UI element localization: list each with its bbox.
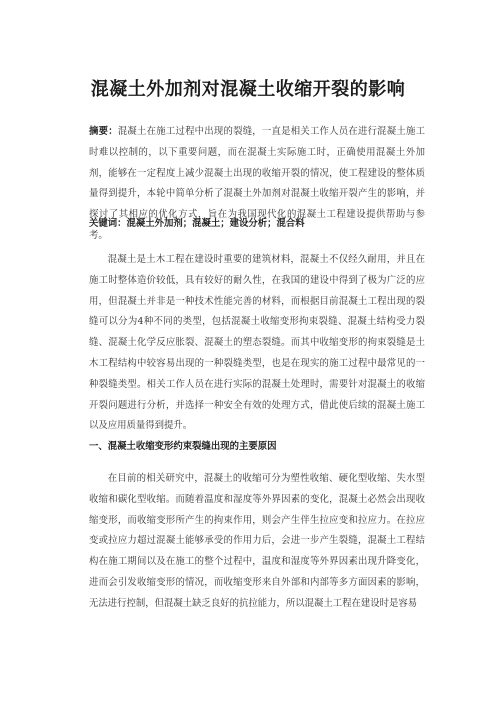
keywords-label: 关键词： xyxy=(89,218,127,229)
document-title: 混凝土外加剂对混凝土收缩开裂的影响 xyxy=(90,79,406,100)
intro-paragraph xyxy=(89,250,425,437)
keywords-section xyxy=(89,214,425,235)
keywords-text: 混凝土外加剂；混凝土；建设分析；混合料 xyxy=(126,218,305,229)
section-heading xyxy=(89,437,425,458)
section1-paragraph xyxy=(89,469,425,615)
intro-text: 混凝土是土木工程在建设时重要的建筑材料，混凝土不仅经久耐用，并且在施工时整体造价较低，具有较好的耐久性，在我国的建设中得到了极为广泛的应用，但混凝土并非是一种技术性能完善的材料，而根据目前混凝土工程出现的裂缝可以分为4种不同的类型，包括混凝土收缩变形拘束裂缝、混凝土结构受力裂缝、混凝土化学反应胀裂、混凝土的塑态裂缝。而其中收缩变形的拘束裂缝是土木工程结构中较容易出现的一种裂缝类型，也是在现实的施工过程中最常见的一种裂缝类型。相关工作人员在进行实际的混凝土处理时，需要针对混凝土的收缩开裂问题进行分析，并选择一种安全有效的处理方式，借此使后续的混凝土施工以及应用质量得到提升。 xyxy=(89,254,425,432)
section1-text: 在目前的相关研究中，混凝土的收缩可分为塑性收缩、硬化型收缩、失水型收缩和碳化型收缩。而随着温度和湿度等外界因素的变化，混凝土必然会出现收缩变形，而收缩变形所产生的拘束作用，则会产生伴生拉应变和拉应力。在拉应变或拉应力超过混凝土能够承受的作用力后，会进一步产生裂缝，混凝土工程结构在施工期间以及在施工的整个过程中，温度和湿度等外界因素出现升降变化，进而会引发收缩变形的情况，而收缩变形来自外部和内部等多方面因素的影响，无法进行控制，但混凝土缺乏良好的抗拉能力，所以混凝土工程在建设时是容易 xyxy=(89,473,425,609)
abstract-text: 混凝土在施工过程中出现的裂缝，一直是相关工作人员在进行混凝土施工时难以控制的，以下重要问题，而在混凝土实际施工时，正确使用混凝土外加剂，能够在一定程度上减少混凝土出现的收缩开裂的情况，使工程建设的整体质量得到提升，本轮中简单分析了混凝土外加剂对混凝土收缩开裂产生的影响，并探讨了其相应的优化方式，旨在为我国现代化的混凝土工程建设提供帮助与参考。 xyxy=(89,126,425,241)
section1-heading: 一、混凝土收缩变形约束裂缝出现的主要原因 xyxy=(89,441,277,452)
abstract-label: 摘要： xyxy=(89,126,118,137)
